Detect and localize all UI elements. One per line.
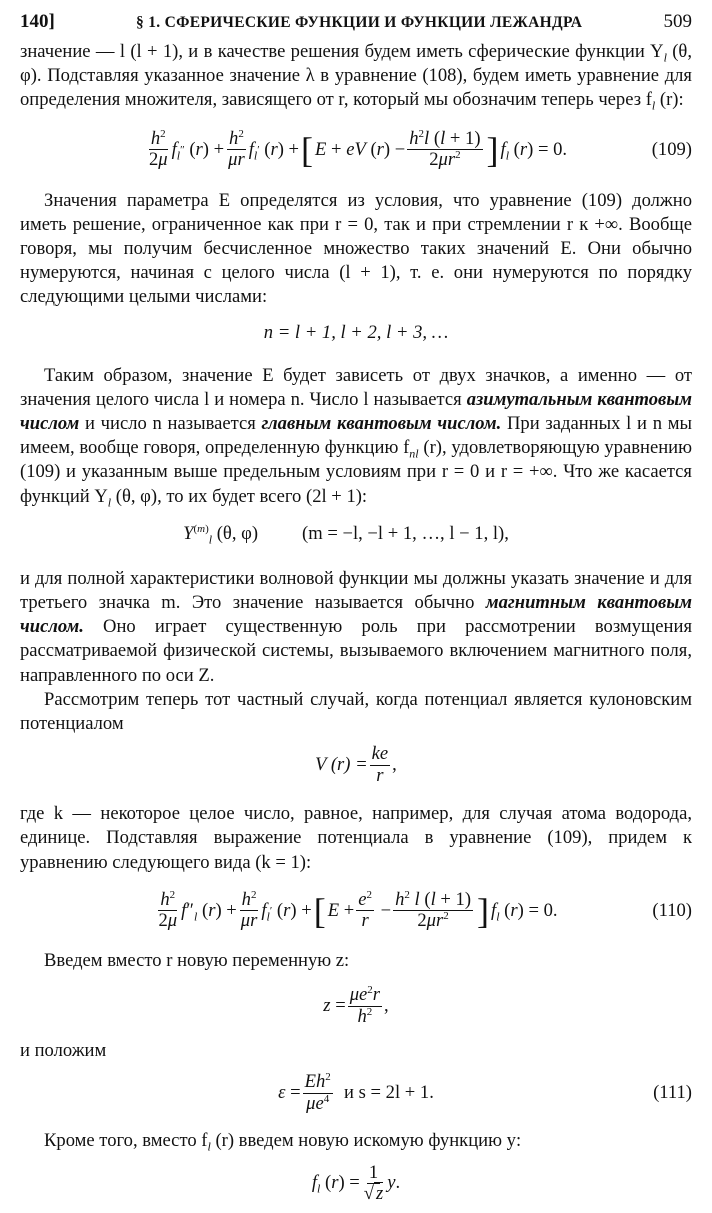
equation-number-110: (110) bbox=[652, 899, 692, 921]
equation-110: $\frac{h^2}{2\mu}$ f ″ $_l$ ( r ) + $\frac{h^2}{\mu r}$ f $_l$ ′ ( r ) + [ E + $\frac{e^2}{r}$ − $\frac{h^2 l (l + 1)}{2\mu r^2}$ ] f $_l$ ( r ) = 0. (110) bbox=[158, 888, 692, 932]
term-azimuthal: азимутальным квантовым числом bbox=[20, 388, 692, 435]
term-magnetic: магнитным квантовым числом. bbox=[20, 592, 692, 638]
paragraph-2: Значения параметра E определятся из условия, что уравнение (109) должно иметь решение, ограниченное как при r = 0, так и при стремлении r к +∞. Вообще говоря, мы получим бесчисленное множество таких значений E. Они обычно нумеруются, начиная с целого числа (l + 1), т. е. они нумеруются по порядку следующими целыми числами: bbox=[20, 189, 692, 308]
equation-number-111: (111) bbox=[653, 1082, 692, 1104]
paragraph-6: где k — некоторое целое число, равное, например, для случая атома водорода, единице. Подставляя выражение потенциала в уравнение (109), придем к уравнению следующего вида (k = 1): bbox=[20, 803, 692, 873]
paragraph-8: и положим bbox=[20, 1040, 107, 1062]
page-number: 509 bbox=[663, 11, 692, 32]
paragraph-7: Введем вместо r новую переменную z: bbox=[44, 949, 350, 971]
paragraph-3: Таким образом, значение E будет зависеть от двух значков, а именно — от значения целого числа l и номера n. Число l называется азимутальным квантовым числом и число n называется главным квантовым числом. При заданных l и n мы имеем, вообще говоря, определенную функцию $f_{nl}$ (r), удовлетворяющую уравнению (109) и указанным выше предельным условиям при r = 0 и r = +∞. Что же касается функций $Y_l$ (θ, φ), то их будет всего (2l + 1): bbox=[20, 364, 692, 510]
equation-z: z = $\frac{\mu e^2r}{h^2}$ , bbox=[323, 983, 389, 1027]
equation-109: $\frac{h^2}{2\mu}$ f $_l$ ″ ( r ) + $\frac{h^2}{\mu r}$ f $_l$ ′ ( r ) + [ E + eV ( r ) − $\frac{h^2l (l + 1)}{2\mu r^2}$ ] f $_l$ ( r ) = 0. (109) bbox=[148, 127, 692, 171]
term-principal: главным квантовым числом. bbox=[261, 413, 502, 435]
equation-coulomb: V (r) = $\frac{ke}{r}$ , bbox=[315, 743, 397, 786]
paragraph-9: Кроме того, вместо $f_l$ (r) введем новую искомую функцию y: bbox=[44, 1130, 522, 1154]
paragraph-1: значение — l (l + 1), и в качестве решения будем иметь сферические функции $Y_l$ (θ, φ). Подставляя указанное значение λ в уравнение (108), будем иметь уравнение для определения множителя, зависящего от r, который мы обозначим теперь через $f_l$ (r): bbox=[20, 41, 692, 114]
section-title: § 1. СФЕРИЧЕСКИЕ ФУНКЦИИ И ФУНКЦИИ ЛЕЖАНДРА bbox=[136, 14, 583, 31]
equation-Ylm: $Y^{(m)}_l$ (θ, φ) (m = −l, −l + 1, …, l − 1, l), bbox=[183, 522, 509, 547]
equation-number-109: (109) bbox=[651, 138, 692, 160]
equation-111: ε = $\frac{Eh^2}{\mu e^4}$ и s = 2l + 1. (111) bbox=[278, 1071, 692, 1114]
left-page-ref: 140] bbox=[20, 11, 55, 32]
equation-y: f $_l$ ( r ) = $\frac{1}{√ z}$ y . bbox=[311, 1161, 401, 1204]
equation-n-sequence: n = l + 1, l + 2, l + 3, … bbox=[263, 321, 449, 343]
paragraph-4: и для полной характеристики волновой функции мы должны указать значение и для третьего значка m. Это значение называется обычно магнитным квантовым числом. Оно играет существенную роль при рассмотрении возмущения рассматриваемой физической системы, вызываемого включением магнитного поля, направленного по оси Z. bbox=[20, 567, 692, 686]
paragraph-5: Рассмотрим теперь тот частный случай, когда потенциал является кулоновским потенциалом bbox=[20, 688, 692, 735]
page-header bbox=[20, 10, 692, 40]
